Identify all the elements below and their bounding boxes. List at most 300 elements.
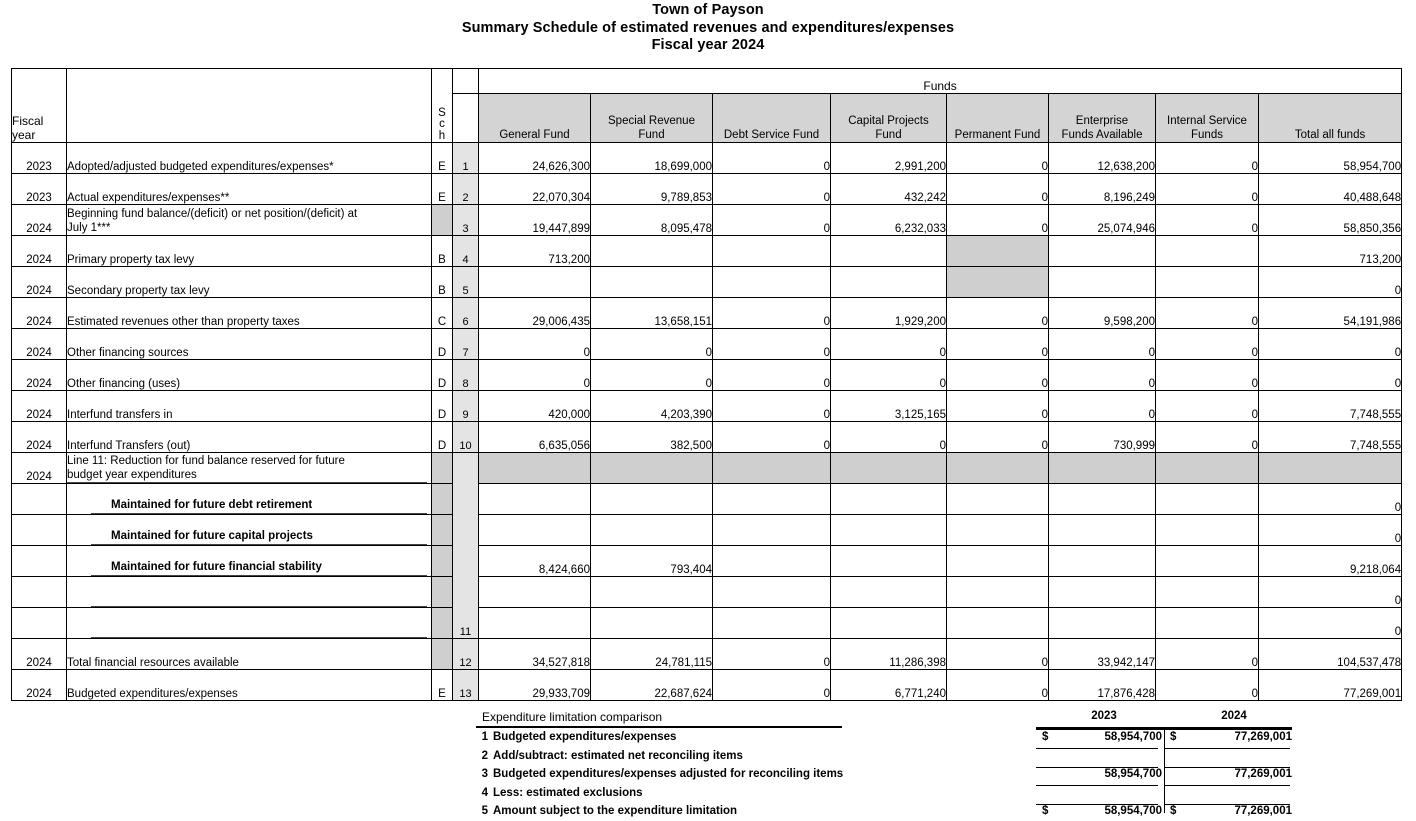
comparison-row-number: 5 [481,805,488,817]
cell-value [1156,546,1259,577]
column-header-7 [1259,94,1402,143]
comparison-rule [1164,748,1290,749]
cell-value: 9,218,064 [1259,546,1402,577]
line-11-subrow [12,577,1402,608]
cell-value: 24,626,300 [479,143,591,174]
cell-value: 12,638,200 [1049,143,1156,174]
cell-value: 0 [713,298,831,329]
table-row [12,670,1402,701]
cell-value [831,267,947,298]
row-schedule-ref: E [432,143,453,174]
cell-value: 0 [1156,298,1259,329]
cell-value [947,515,1049,546]
cell-value [831,546,947,577]
line-11-subrow-label: Maintained for future capital projects [91,530,427,545]
line-number-header-spacer [453,94,479,143]
row-fiscal-year: 2023 [12,143,67,174]
cell-value: 0 [591,360,713,391]
row-line-number: 2 [453,174,479,205]
comparison-row-label: Budgeted expenditures/expenses adjusted for reconciling items [493,768,844,780]
fiscal-year-header-line2: year [12,128,36,142]
cell-value [713,546,831,577]
comparison-row-number: 4 [481,786,488,799]
cell-value [831,453,947,484]
line-11-subrow-label-cell [67,608,432,639]
row-description: Primary property tax levy [67,236,432,267]
comparison-rule [1036,804,1158,805]
row-fiscal-year: 2024 [12,453,67,484]
cell-value: 0 [1259,608,1402,639]
row-schedule-ref [432,515,453,546]
cell-value [947,453,1049,484]
cell-value [1049,577,1156,608]
cell-value [831,577,947,608]
cell-value: 0 [1156,639,1259,670]
row-line-number: 5 [453,267,479,298]
cell-value [479,515,591,546]
cell-value: 0 [947,360,1049,391]
row-schedule-ref: D [432,329,453,360]
row-description: Interfund transfers in [67,391,432,422]
cell-value [1049,453,1156,484]
cell-value: 1,929,200 [831,298,947,329]
cell-value: 420,000 [479,391,591,422]
cell-value: 58,850,356 [1259,205,1402,236]
row-description [67,205,432,236]
table-row [12,298,1402,329]
cell-value [479,484,591,515]
comparison-column-divider [1164,729,1165,813]
cell-value [713,608,831,639]
row-schedule-ref [432,577,453,608]
cell-value: 6,232,033 [831,205,947,236]
cell-value [1049,484,1156,515]
column-header-5 [1049,94,1156,143]
table-row [12,329,1402,360]
comparison-rule [1164,767,1290,768]
cell-value: 6,771,240 [831,670,947,701]
table-row [12,360,1402,391]
cell-value [1049,546,1156,577]
cell-value: 104,537,478 [1259,639,1402,670]
table-row [12,639,1402,670]
row-description: Other financing sources [67,329,432,360]
column-header-6-line1: Internal Service [1167,115,1247,127]
cell-value: 11,286,398 [831,639,947,670]
cell-value: 8,196,249 [1049,174,1156,205]
row-line-number: 13 [453,670,479,701]
fiscal-year-header [12,69,67,143]
row-fiscal-year: 2024 [12,639,67,670]
line-11-subrow [12,546,1402,577]
column-header-2-line2: Debt Service Fund [723,128,820,141]
row-line-number: 10 [453,422,479,453]
line-11-subrow-blank [91,592,427,607]
cell-value [947,577,1049,608]
column-header-4-line2: Permanent Fund [954,128,1041,141]
row-schedule-ref [432,639,453,670]
row-fiscal-year: 2024 [12,205,67,236]
cell-value [1156,484,1259,515]
cell-value: 0 [947,391,1049,422]
comparison-rule [1036,767,1158,768]
description-header [67,69,432,143]
cell-value: 22,070,304 [479,174,591,205]
cell-value: 0 [947,174,1049,205]
cell-value: 0 [713,143,831,174]
column-header-3 [831,94,947,143]
cell-value: 34,527,818 [479,639,591,670]
cell-value [479,453,591,484]
comparison-dollar-sign-2024: $ [1170,730,1177,743]
line-11-description-line2: budget year expenditures [67,468,427,483]
row-line-number: 3 [453,205,479,236]
row-schedule-ref: E [432,174,453,205]
cell-value: 0 [947,298,1049,329]
row-description: Estimated revenues other than property taxes [67,298,432,329]
cell-value: 0 [1156,205,1259,236]
cell-value [713,267,831,298]
summary-schedule-table-wrapper [11,68,1401,701]
cell-value [1049,608,1156,639]
column-header-5-line2: Funds Available [1061,128,1143,141]
comparison-rule [1164,785,1290,786]
comparison-value-2023: 58,954,700 [1104,804,1162,817]
comparison-rule [1164,804,1290,805]
cell-value: 4,203,390 [591,391,713,422]
title-line-1: Town of Payson [652,2,764,18]
cell-value: 0 [1156,670,1259,701]
cell-value [713,577,831,608]
cell-value: 0 [1259,329,1402,360]
cell-value: 7,748,555 [1259,391,1402,422]
column-header-2 [713,94,831,143]
row-fiscal-year-blank [12,515,67,546]
comparison-row-label: Amount subject to the expenditure limitation [493,805,738,817]
row-fiscal-year: 2024 [12,298,67,329]
cell-value [831,608,947,639]
document-title [0,2,1416,55]
row-fiscal-year: 2024 [12,422,67,453]
cell-value: 0 [831,422,947,453]
cell-value: 3,125,165 [831,391,947,422]
cell-value: 0 [1156,391,1259,422]
line-11-subrow-label: Maintained for future debt retirement [91,499,427,514]
row-description: Adopted/adjusted budgeted expenditures/expenses* [67,143,432,174]
cell-value [947,608,1049,639]
row-description: Actual expenditures/expenses** [67,174,432,205]
comparison-rule [1036,785,1158,786]
row-fiscal-year: 2024 [12,236,67,267]
table-header-row-funds [12,69,1402,94]
comparison-row-label: Budgeted expenditures/expenses [493,731,677,743]
comparison-row-label: Less: estimated exclusions [493,786,643,799]
column-header-7-line2: Total all funds [1294,128,1366,141]
column-header-4 [947,94,1049,143]
fiscal-year-header-line1: Fiscal [12,114,44,128]
table-row [12,205,1402,236]
cell-value: 0 [947,143,1049,174]
cell-value: 0 [1259,267,1402,298]
cell-value: 9,789,853 [591,174,713,205]
row-schedule-ref: D [432,360,453,391]
cell-value: 0 [1156,360,1259,391]
row-line-number: 12 [453,639,479,670]
cell-value [713,484,831,515]
row-schedule-ref: C [432,298,453,329]
line-11-number: 11 [453,453,479,639]
cell-value: 382,500 [591,422,713,453]
cell-value: 0 [713,360,831,391]
cell-value: 0 [831,360,947,391]
line-11-subrow [12,608,1402,639]
funds-group-header: Funds [479,69,1402,94]
cell-value [1156,577,1259,608]
column-header-3-line1: Capital Projects [848,115,929,127]
cell-value [591,453,713,484]
cell-value: 29,006,435 [479,298,591,329]
cell-value: 0 [713,670,831,701]
cell-value [591,608,713,639]
comparison-dollar-sign-2023: $ [1042,804,1049,817]
cell-value [947,267,1049,298]
cell-value: 8,424,660 [479,546,591,577]
cell-value: 0 [831,329,947,360]
column-header-0-line2: General Fund [499,128,570,141]
cell-value: 0 [1259,484,1402,515]
line-11-subrow-label-cell [67,577,432,608]
comparison-dollar-sign-2024: $ [1170,804,1177,817]
comparison-row-number: 3 [481,768,488,780]
row-description: Other financing (uses) [67,360,432,391]
cell-value [947,484,1049,515]
cell-value: 77,269,001 [1259,670,1402,701]
line-11-subrow-blank [91,623,427,638]
table-row [12,143,1402,174]
cell-value: 0 [1259,360,1402,391]
column-header-5-line1: Enterprise [1075,115,1129,127]
cell-value [1156,515,1259,546]
summary-schedule-table [11,68,1402,701]
row-schedule-ref: B [432,236,453,267]
cell-value [479,577,591,608]
row-line-number: 9 [453,391,479,422]
row-description: Secondary property tax levy [67,267,432,298]
column-header-6-line2: Funds [1191,128,1223,141]
title-line-2: Summary Schedule of estimated revenues and expenditures/expenses [461,19,955,36]
cell-value: 0 [1259,515,1402,546]
row-line-number: 1 [453,143,479,174]
cell-value: 19,447,899 [479,205,591,236]
cell-value [1049,236,1156,267]
cell-value [1156,267,1259,298]
cell-value: 0 [947,329,1049,360]
cell-value: 17,876,428 [1049,670,1156,701]
expenditure-limitation-comparison [476,710,1292,821]
cell-value: 0 [479,329,591,360]
cell-value [1049,267,1156,298]
comparison-value-2024: 77,269,001 [1234,804,1292,817]
row-description-line2: July 1*** [67,222,111,234]
cell-value [591,484,713,515]
column-header-1-line2: Fund [638,128,665,141]
cell-value: 0 [947,422,1049,453]
cell-value: 432,242 [831,174,947,205]
table-row [12,422,1402,453]
row-fiscal-year: 2024 [12,329,67,360]
column-header-1-line1: Special Revenue [608,115,695,127]
cell-value: 29,933,709 [479,670,591,701]
cell-value: 0 [1049,329,1156,360]
cell-value: 0 [479,360,591,391]
cell-value: 0 [1049,391,1156,422]
comparison-dollar-sign-2023: $ [1042,730,1049,743]
line-11-subrow [12,515,1402,546]
column-header-6 [1156,94,1259,143]
cell-value [831,236,947,267]
cell-value: 6,635,056 [479,422,591,453]
cell-value: 7,748,555 [1259,422,1402,453]
cell-value [591,577,713,608]
comparison-value-2024: 77,269,001 [1234,767,1292,780]
row-fiscal-year: 2024 [12,267,67,298]
title-line-3: Fiscal year 2024 [651,37,765,53]
comparison-rule [1036,748,1158,749]
line-11-subrow [12,484,1402,515]
cell-value: 0 [1156,143,1259,174]
comparison-value-2024: 77,269,001 [1234,730,1292,743]
cell-value [1156,453,1259,484]
cell-value: 40,488,648 [1259,174,1402,205]
row-fiscal-year-blank [12,608,67,639]
cell-value [1156,608,1259,639]
line-11-description-line1: Line 11: Reduction for fund balance reserved for future [67,455,345,467]
row-fiscal-year-blank [12,577,67,608]
row-fiscal-year-blank [12,546,67,577]
comparison-row-number: 2 [481,749,488,762]
comparison-heading: Expenditure limitation comparison [476,710,842,728]
table-row [12,391,1402,422]
cell-value [591,267,713,298]
line-11-description [67,453,432,484]
cell-value: 0 [713,205,831,236]
row-line-number: 8 [453,360,479,391]
cell-value: 713,200 [1259,236,1402,267]
table-row [12,174,1402,205]
cell-value [591,236,713,267]
row-schedule-ref: B [432,267,453,298]
row-description: Budgeted expenditures/expenses [67,670,432,701]
cell-value [1259,453,1402,484]
table-row [12,236,1402,267]
comparison-value-2023: 58,954,700 [1104,767,1162,780]
line-11-subrow-label-cell [67,546,432,577]
row-description-line1: Beginning fund balance/(deficit) or net position/(deficit) at [67,208,358,220]
row-line-number: 6 [453,298,479,329]
comparison-year-2023: 2023 [1091,710,1117,722]
cell-value: 0 [713,174,831,205]
cell-value: 0 [713,391,831,422]
cell-value [479,267,591,298]
row-description: Interfund Transfers (out) [67,422,432,453]
cell-value: 0 [947,205,1049,236]
cell-value [591,515,713,546]
cell-value: 713,200 [479,236,591,267]
table-row [12,267,1402,298]
comparison-row-number: 1 [481,731,488,743]
cell-value: 0 [713,422,831,453]
cell-value [947,546,1049,577]
cell-value [831,515,947,546]
cell-value: 25,074,946 [1049,205,1156,236]
row-fiscal-year-blank [12,484,67,515]
cell-value: 0 [713,639,831,670]
comparison-value-2023: 58,954,700 [1104,730,1162,743]
row-schedule-ref [432,608,453,639]
cell-value: 9,598,200 [1049,298,1156,329]
cell-value: 0 [1259,577,1402,608]
cell-value: 24,781,115 [591,639,713,670]
cell-value: 0 [1156,329,1259,360]
cell-value: 0 [713,329,831,360]
cell-value [713,236,831,267]
cell-value: 8,095,478 [591,205,713,236]
row-schedule-ref [432,205,453,236]
column-header-0 [479,94,591,143]
cell-value [831,484,947,515]
cell-value: 0 [591,329,713,360]
line-11-subrow-label-cell [67,484,432,515]
row-fiscal-year: 2024 [12,360,67,391]
cell-value: 0 [1156,422,1259,453]
row-fiscal-year: 2024 [12,391,67,422]
cell-value: 54,191,986 [1259,298,1402,329]
row-description: Total financial resources available [67,639,432,670]
cell-value: 793,404 [591,546,713,577]
cell-value: 0 [1049,360,1156,391]
row-schedule-ref [432,453,453,484]
line-11-header-row [12,453,1402,484]
cell-value: 18,699,000 [591,143,713,174]
row-line-number: 7 [453,329,479,360]
row-line-number: 4 [453,236,479,267]
cell-value [947,236,1049,267]
cell-value: 0 [947,670,1049,701]
cell-value: 13,658,151 [591,298,713,329]
cell-value: 0 [1156,174,1259,205]
comparison-year-2024: 2024 [1221,710,1247,722]
column-header-3-line2: Fund [875,128,902,141]
cell-value: 33,942,147 [1049,639,1156,670]
line-11-subrow-label: Maintained for future financial stability [91,561,427,576]
row-schedule-ref [432,546,453,577]
row-fiscal-year: 2023 [12,174,67,205]
row-schedule-ref [432,484,453,515]
row-schedule-ref: D [432,422,453,453]
cell-value: 22,687,624 [591,670,713,701]
cell-value [713,453,831,484]
row-fiscal-year: 2024 [12,670,67,701]
cell-value: 58,954,700 [1259,143,1402,174]
cell-value: 730,999 [1049,422,1156,453]
row-schedule-ref: D [432,391,453,422]
cell-value [1049,515,1156,546]
schedule-column-header: S c h [432,69,453,143]
column-header-1 [591,94,713,143]
line-number-header [453,69,479,94]
cell-value: 2,991,200 [831,143,947,174]
comparison-row-label: Add/subtract: estimated net reconciling items [493,749,743,762]
